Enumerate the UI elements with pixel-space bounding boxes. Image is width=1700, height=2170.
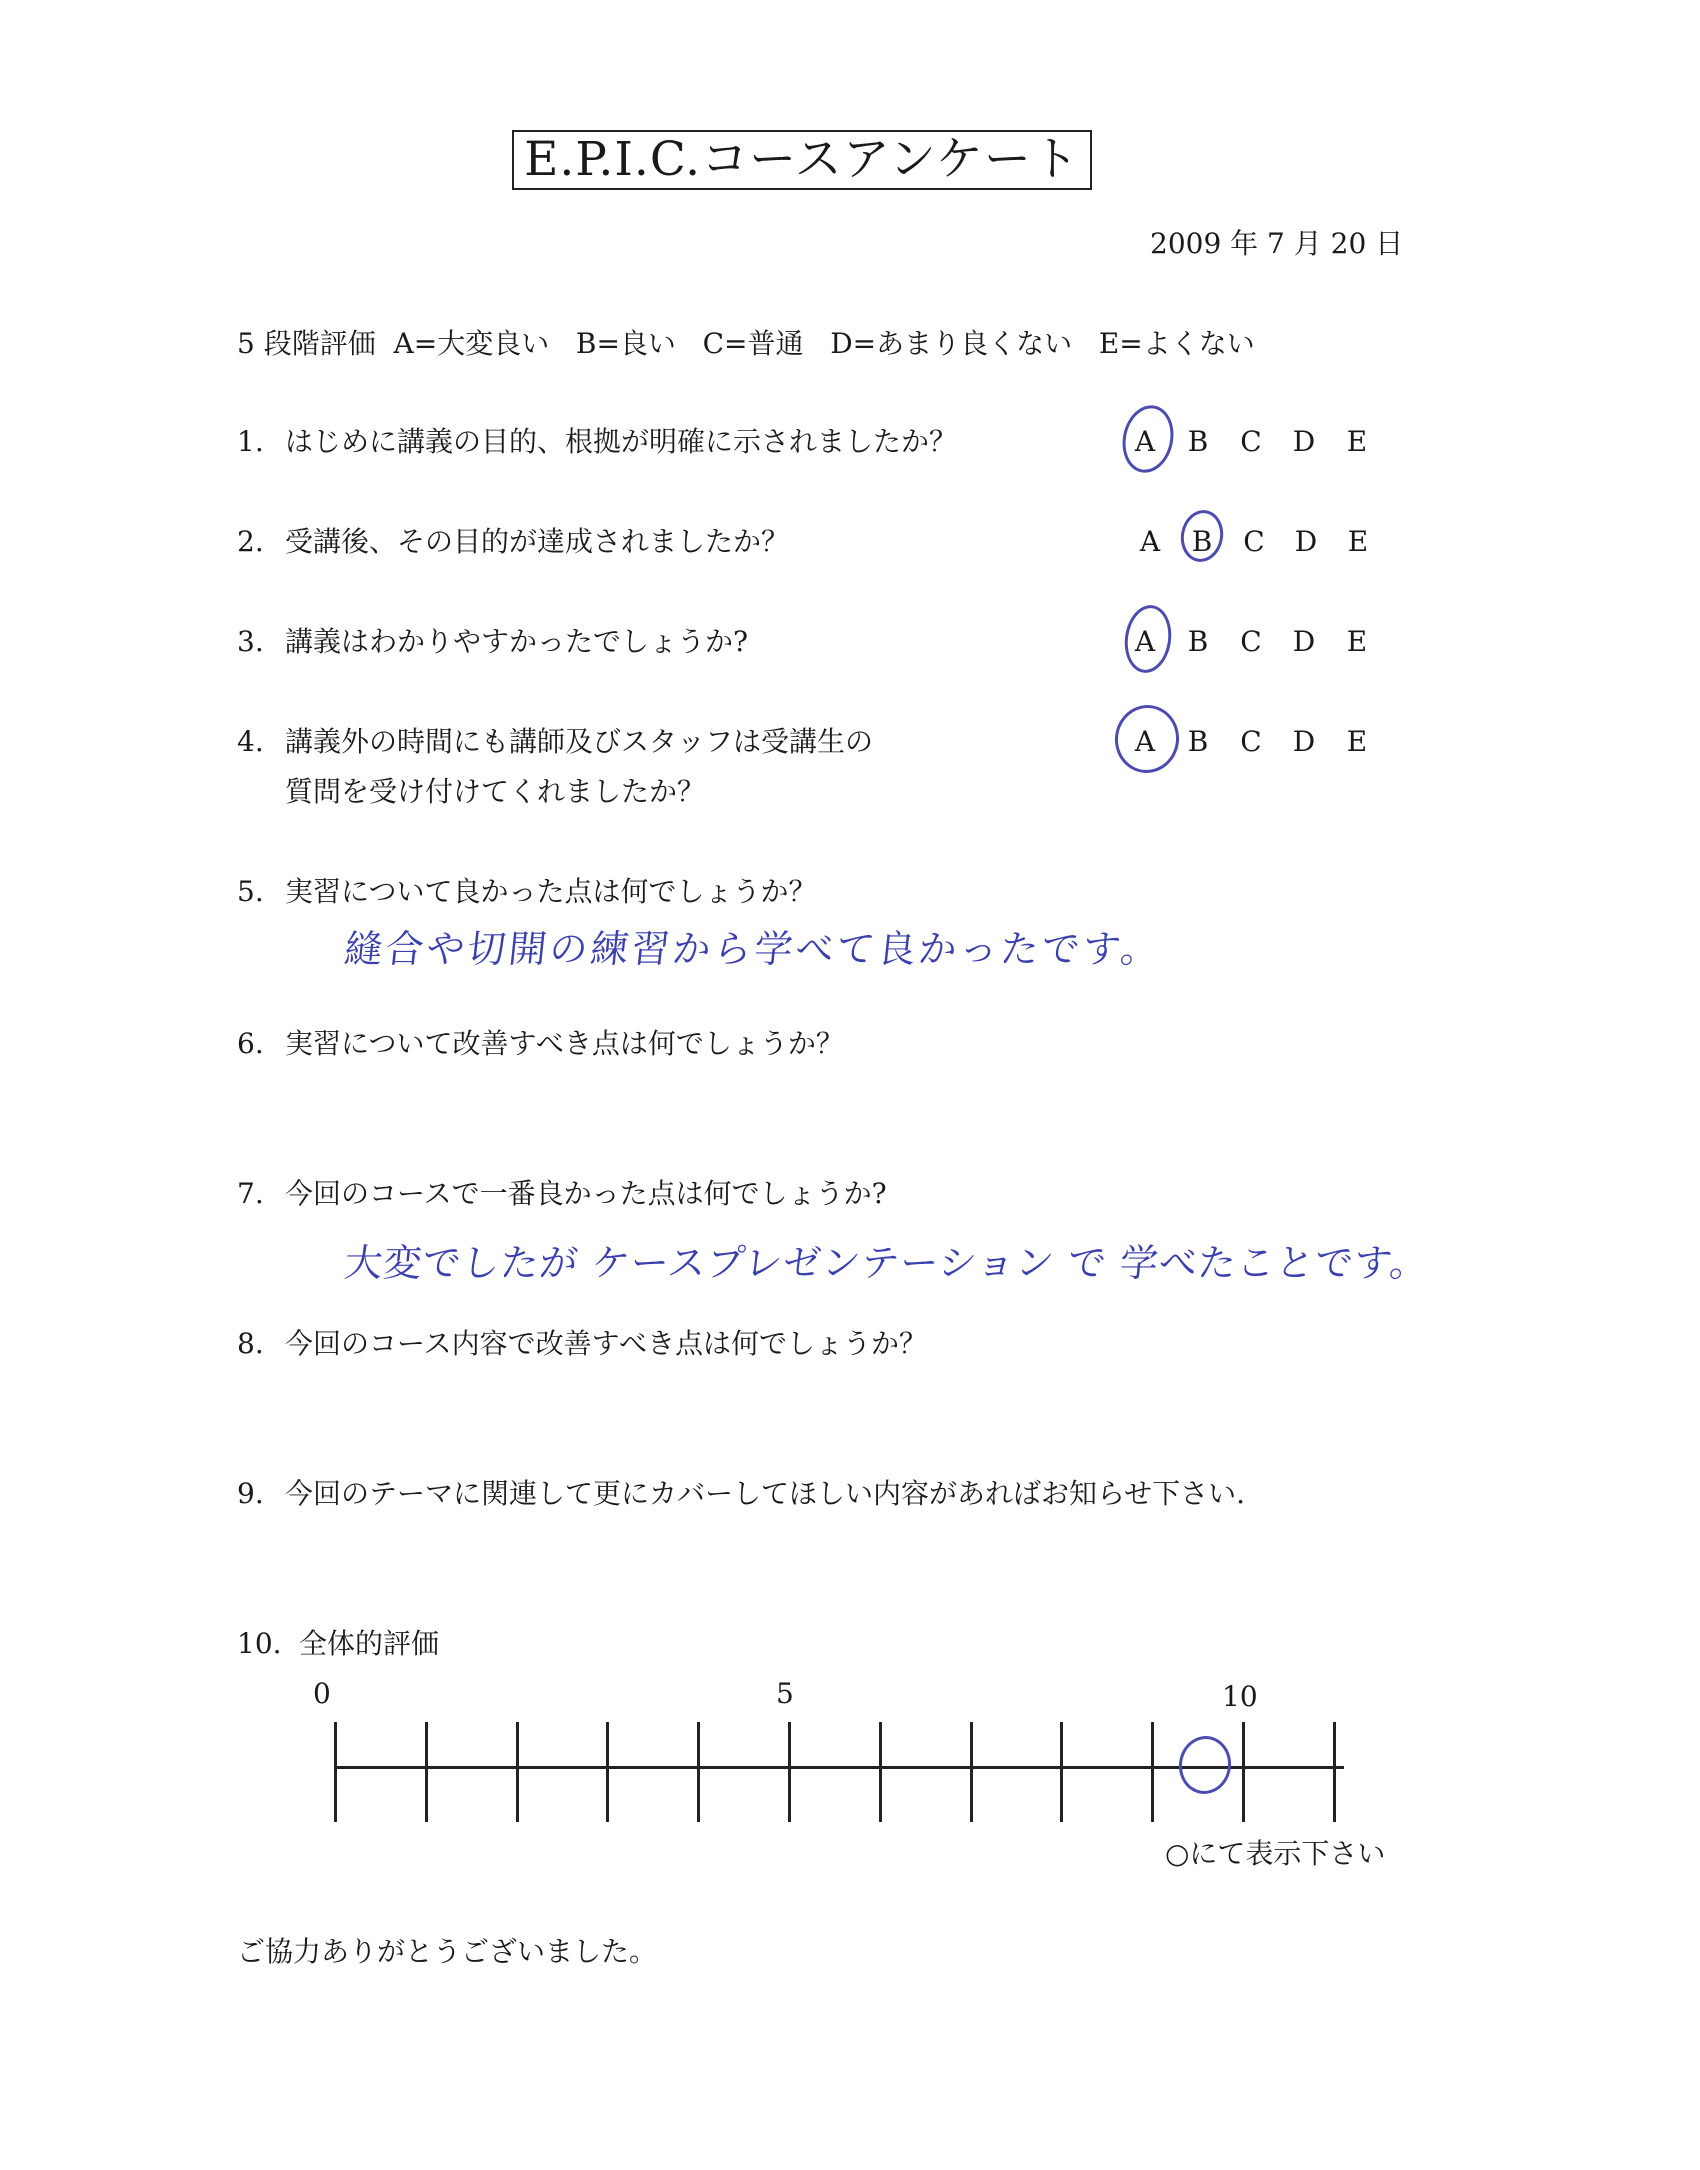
survey-title: E.P.I.C.コースアンケート <box>512 130 1092 190</box>
selection-circle-icon <box>1177 507 1227 566</box>
question-6 <box>237 1022 844 1062</box>
question-text: 今回のテーマに関連して更にカバーしてほしい内容があればお知らせ下さい. <box>285 1477 1246 1510</box>
question-1 <box>237 420 957 460</box>
question-number: 10. <box>237 1627 282 1660</box>
question-number: 7. <box>237 1177 264 1210</box>
choice-a[interactable]: A <box>1139 525 1161 558</box>
question-text: 講義外の時間にも講師及びスタッフは受講生の <box>285 725 874 758</box>
choice-c[interactable]: C <box>1240 625 1262 658</box>
question-9 <box>237 1472 1245 1512</box>
scale-tick[interactable] <box>1060 1722 1063 1822</box>
choice-d[interactable]: D <box>1292 425 1316 458</box>
choice-c[interactable]: C <box>1243 525 1265 558</box>
question-text: 受講後、その目的が達成されましたか？ <box>285 525 790 558</box>
rating-options-4 <box>1130 705 1410 765</box>
choice-b[interactable]: B <box>1187 625 1209 658</box>
scale-axis-line <box>334 1766 1344 1769</box>
scale-selection-circle-icon <box>1175 1733 1235 1798</box>
question-text: 実習について良かった点は何でしょうか？ <box>285 875 817 908</box>
choice-a[interactable]: A <box>1134 625 1156 658</box>
survey-date: 2009 年 7 月 20 日 <box>1150 227 1404 260</box>
choice-c[interactable]: C <box>1240 725 1262 758</box>
question-number: 1. <box>237 425 264 458</box>
scale-label-0: 0 <box>313 1677 331 1710</box>
question-number: 2. <box>237 525 264 558</box>
choice-e[interactable]: E <box>1347 525 1369 558</box>
scale-tick[interactable] <box>788 1722 791 1822</box>
question-4-line-2: 質問を受け付けてくれましたか？ <box>285 775 706 808</box>
question-text: 今回のコースで一番良かった点は何でしょうか? <box>285 1177 887 1210</box>
handwritten-answer-5[interactable]: 縫合や切開の練習から学べて良かったです。 <box>342 927 1164 971</box>
question-number: 3. <box>237 625 264 658</box>
scale-tick[interactable] <box>1333 1722 1336 1822</box>
choice-a[interactable]: A <box>1134 725 1156 758</box>
question-7 <box>237 1172 887 1212</box>
choice-b[interactable]: B <box>1187 425 1209 458</box>
scale-tick[interactable] <box>516 1722 519 1822</box>
choice-d[interactable]: D <box>1294 525 1318 558</box>
scale-tick[interactable] <box>1151 1722 1154 1822</box>
choice-a[interactable]: A <box>1134 425 1156 458</box>
scale-instruction: ○にて表示下さい <box>1165 1837 1386 1870</box>
question-text: 全体的評価 <box>299 1627 440 1660</box>
question-number: 6. <box>237 1027 264 1060</box>
scale-label-10: 10 <box>1222 1680 1258 1713</box>
scale-label-5: 5 <box>776 1677 794 1710</box>
rating-options-2 <box>1135 505 1415 565</box>
choice-c[interactable]: C <box>1240 425 1262 458</box>
question-number: 4. <box>237 725 264 758</box>
selection-circle-icon <box>1116 401 1179 478</box>
question-number: 5. <box>237 875 264 908</box>
question-10 <box>237 1622 439 1662</box>
question-8 <box>237 1322 927 1362</box>
scale-tick[interactable] <box>697 1722 700 1822</box>
choice-d[interactable]: D <box>1292 625 1316 658</box>
rating-options-3 <box>1130 605 1410 665</box>
scale-tick[interactable] <box>1242 1722 1245 1822</box>
question-text: 実習について改善すべき点は何でしょうか？ <box>285 1027 844 1060</box>
choice-b[interactable]: B <box>1191 525 1213 558</box>
question-4 <box>237 720 873 760</box>
question-text: 講義はわかりやすかったでしょうか? <box>285 625 749 658</box>
choice-e[interactable]: E <box>1346 725 1368 758</box>
question-2 <box>237 520 789 560</box>
choice-b[interactable]: B <box>1187 725 1209 758</box>
question-number: 9. <box>237 1477 264 1510</box>
scale-tick[interactable] <box>970 1722 973 1822</box>
choice-d[interactable]: D <box>1292 725 1316 758</box>
question-number: 8. <box>237 1327 264 1360</box>
scale-tick[interactable] <box>425 1722 428 1822</box>
question-5 <box>237 870 816 910</box>
rating-options-1 <box>1130 405 1410 465</box>
question-text: 今回のコース内容で改善すべき点は何でしょうか？ <box>285 1327 928 1360</box>
question-text: はじめに講義の目的、根拠が明確に示されましたか？ <box>285 425 958 458</box>
question-3 <box>237 620 748 660</box>
scale-tick[interactable] <box>606 1722 609 1822</box>
handwritten-answer-7[interactable]: 大変でしたが ケースプレゼンテーション で 学べたことです。 <box>342 1241 1432 1285</box>
choice-e[interactable]: E <box>1346 625 1368 658</box>
closing-message: ご協力ありがとうございました。 <box>237 1935 658 1968</box>
scale-tick[interactable] <box>334 1722 337 1822</box>
scale-tick[interactable] <box>879 1722 882 1822</box>
selection-circle-icon <box>1111 701 1184 777</box>
selection-circle-icon <box>1120 602 1175 676</box>
choice-e[interactable]: E <box>1346 425 1368 458</box>
rating-legend: 5 段階評価 A=大変良い B=良い C=普通 D=あまり良くない E=よくない <box>237 327 1255 360</box>
